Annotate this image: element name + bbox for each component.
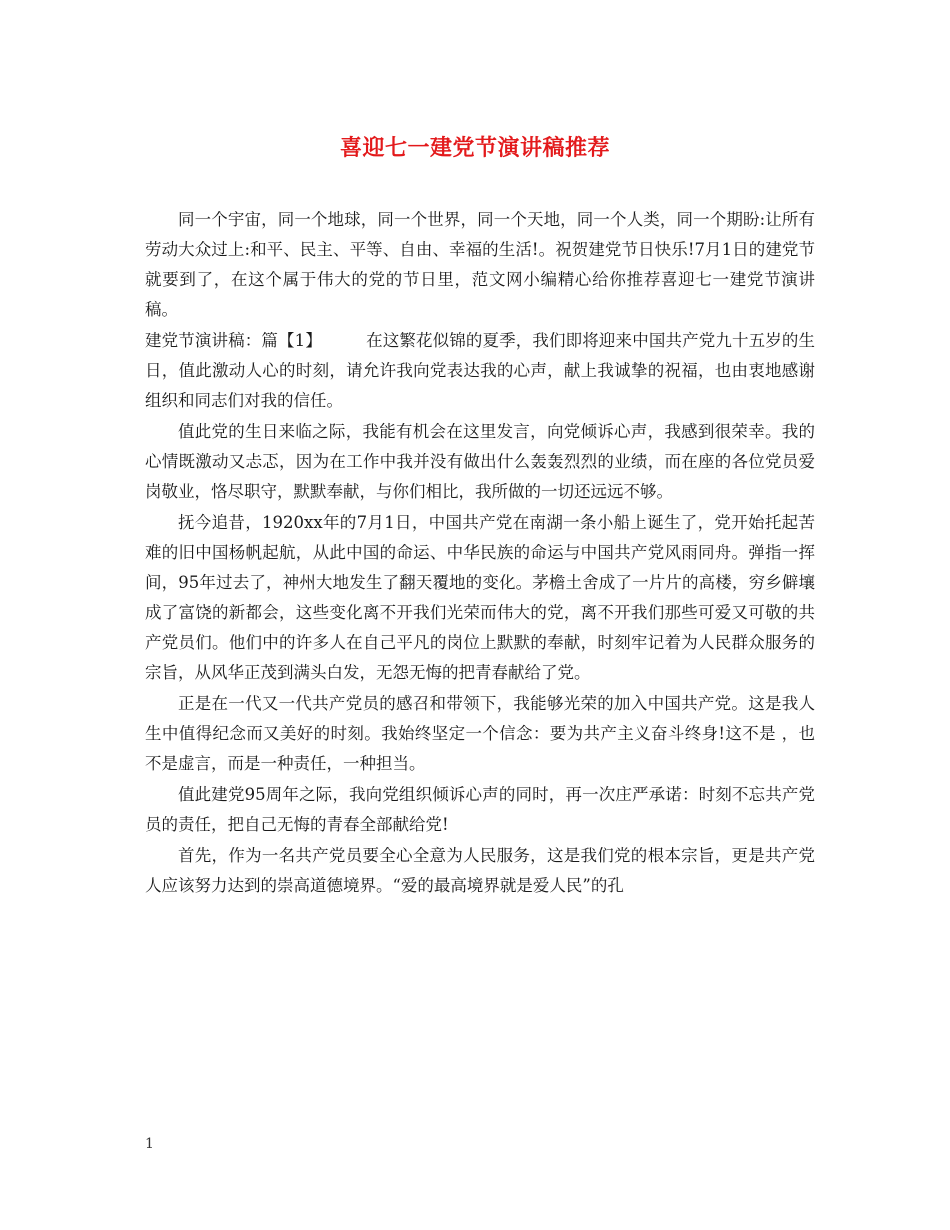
page-number: 1	[145, 1136, 154, 1152]
section-heading: 建党节演讲稿：篇【1】	[145, 331, 322, 350]
intro-paragraph: 同一个宇宙，同一个地球，同一个世界，同一个天地，同一个人类，同一个期盼:让所有劳动大众过上:和平、民主、平等、自由、幸福的生活!。祝贺建党节日快乐!7月1日的建党节就要到了，在这个属于伟大的党的节日里，范文网小编精心给你推荐喜迎七一建党节演讲稿。	[145, 210, 815, 319]
body-paragraph-3: 正是在一代又一代共产党员的感召和带领下，我能够光荣的加入中国共产党。这是我人生中值得纪念而又美好的时刻。我始终坚定一个信念：要为共产主义奋斗终身!这不是 ，也不是虚言，而是一种责任，一种担当。	[145, 694, 815, 773]
section-first-text: 在这繁花似锦的夏季，我们即将迎来中国共产党九十五岁的生日，值此激动人心的时刻，请允许我向党表达我的心声，献上我诚挚的祝福，也由衷地感谢组织和同志们对我的信任。	[145, 331, 816, 410]
body-paragraph-4: 值此建党95周年之际，我向党组织倾诉心声的同时，再一次庄严承诺：时刻不忘共产党员的责任，把自己无悔的青春全部献给党!	[145, 785, 815, 834]
body-paragraph-5: 首先，作为一名共产党员要全心全意为人民服务，这是我们党的根本宗旨，更是共产党人应该努力达到的崇高道德境界。“爱的最高境界就是爱人民”的孔	[145, 846, 815, 895]
document-title: 喜迎七一建党节演讲稿推荐	[339, 135, 610, 161]
section-heading-paragraph	[145, 326, 815, 416]
body-paragraph-2: 抚今追昔，1920xx年的7月1日，中国共产党在南湖一条小船上诞生了，党开始托起苦难的旧中国杨帆起航，从此中国的命运、中华民族的命运与中国共产党风雨同舟。弹指一挥间，95年过去了，神州大地发生了翻天覆地的变化。茅檐土舍成了一片片的高楼，穷乡僻壤成了富饶的新都会，这些变化离不开我们光荣而伟大的党，离不开我们那些可爱又可敬的共产党员们。他们中的许多人在自己平凡的岗位上默默的奉献，时刻牢记着为人民群众服务的宗旨，从风华正茂到满头白发，无怨无悔的把青春献给了党。	[145, 513, 815, 682]
document-body	[145, 205, 815, 902]
body-paragraph-1: 值此党的生日来临之际，我能有机会在这里发言，向党倾诉心声，我感到很荣幸。我的心情既激动又忐忑，因为在工作中我并没有做出什么轰轰烈烈的业绩，而在座的各位党员爱岗敬业，恪尽职守，默默奉献，与你们相比，我所做的一切还远远不够。	[145, 422, 815, 501]
